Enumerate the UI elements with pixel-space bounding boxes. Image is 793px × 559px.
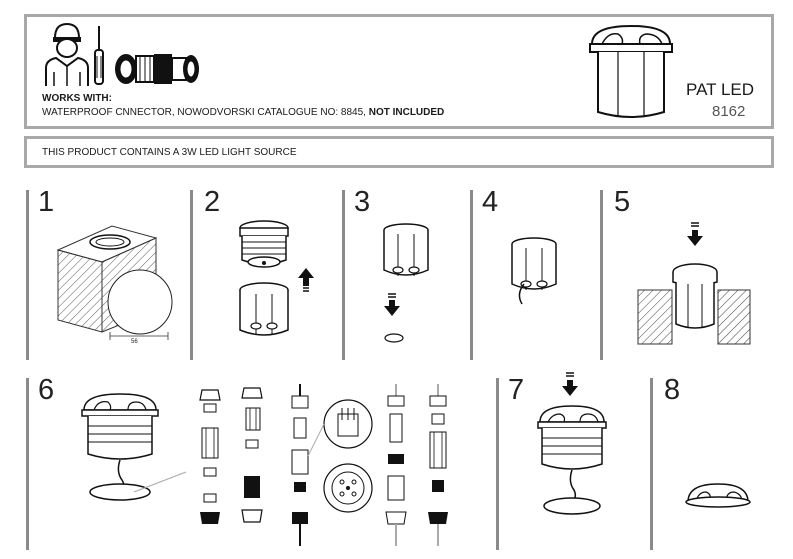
- product-lamp-image: [588, 22, 674, 122]
- connector-description: [42, 107, 444, 118]
- step-separator: [342, 190, 345, 360]
- screwdriver-icon: [92, 26, 106, 86]
- connector-text: WATERPROOF CNNECTOR, NOWODVORSKI CATALOGUE NO: 8845,: [42, 107, 369, 118]
- not-included-label: NOT INCLUDED: [368, 107, 445, 118]
- waterproof-connector-icon: [112, 52, 200, 86]
- connector-column-d: [386, 384, 406, 546]
- step-number-5: 5: [614, 186, 631, 218]
- step-number-8: 8: [664, 374, 681, 406]
- connector-column-a: [200, 390, 220, 524]
- step-4-housing-cable-illustration: [500, 236, 570, 316]
- step-3-housing-gasket-illustration: [372, 222, 442, 352]
- step-separator: [26, 378, 29, 550]
- step-5-insert-ground-illustration: [634, 224, 754, 348]
- product-code: 8162: [712, 103, 746, 120]
- step-number-3: 3: [354, 186, 371, 218]
- step-8-installed-lamp-illustration: [684, 480, 754, 510]
- step-1-dimension-label: 56: [131, 339, 138, 345]
- step-6-connector-exploded-view: [196, 384, 466, 548]
- step-separator: [470, 190, 473, 360]
- step-number-6: 6: [38, 374, 55, 406]
- installer-person-icon: [42, 22, 92, 86]
- connector-column-b: [242, 388, 262, 522]
- step-number-1: 1: [38, 186, 55, 218]
- works-with-label: WORKS WITH:: [42, 93, 112, 104]
- step-number-2: 2: [204, 186, 221, 218]
- connector-column-e: [428, 384, 448, 546]
- step-separator: [496, 378, 499, 550]
- step-2-separate-housing-illustration: [232, 218, 332, 348]
- step-6-lamp-wiring-illustration: [80, 388, 190, 512]
- connector-column-c: [292, 384, 308, 546]
- notice-text: THIS PRODUCT CONTAINS A 3W LED LIGHT SOURCE: [42, 147, 297, 158]
- step-separator: [600, 190, 603, 360]
- step-7-insert-lamp-illustration: [536, 372, 626, 522]
- step-number-4: 4: [482, 186, 499, 218]
- step-separator: [26, 190, 29, 360]
- step-separator: [650, 378, 653, 550]
- product-name: PAT LED: [686, 80, 755, 99]
- step-separator: [190, 190, 193, 360]
- step-number-7: 7: [508, 374, 525, 406]
- step-1-drill-hole-illustration: [52, 220, 172, 350]
